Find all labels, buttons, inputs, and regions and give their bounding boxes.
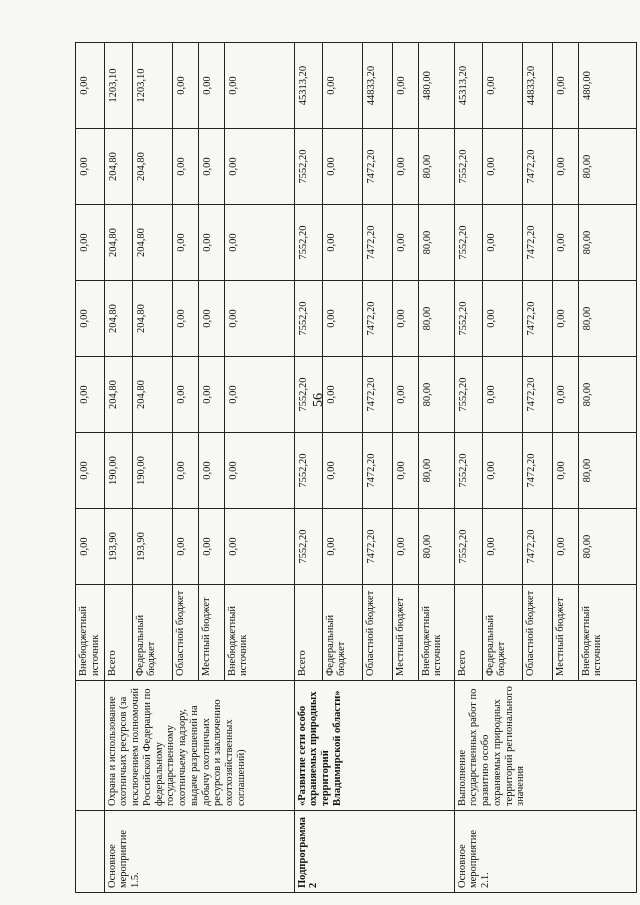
- amount-cell: 0,00: [482, 357, 522, 433]
- amount-cell: 0,00: [322, 281, 362, 357]
- amount-cell: 0,00: [76, 281, 105, 357]
- amount-cell: 7552,20: [294, 357, 322, 433]
- amount-cell: 80,00: [578, 433, 636, 509]
- amount-cell: 0,00: [552, 433, 578, 509]
- amount-cell: 0,00: [322, 129, 362, 205]
- amount-cell: 0,00: [198, 433, 224, 509]
- funding-source: Всего: [454, 585, 482, 681]
- table-row: [454, 43, 482, 893]
- amount-cell: 7472,20: [522, 205, 552, 281]
- amount-cell: 0,00: [172, 129, 198, 205]
- amount-cell: 80,00: [418, 357, 454, 433]
- amount-cell: 7552,20: [294, 509, 322, 585]
- row-category: Подпрограмма 2: [294, 811, 454, 893]
- amount-cell: 80,00: [418, 281, 454, 357]
- amount-cell: 0,00: [224, 43, 294, 129]
- funding-source: Местный бюджет: [552, 585, 578, 681]
- amount-cell: 0,00: [76, 129, 105, 205]
- amount-cell: 0,00: [482, 509, 522, 585]
- amount-cell: 204,80: [132, 357, 172, 433]
- amount-cell: 480,00: [418, 43, 454, 129]
- page-number: 56: [311, 393, 326, 407]
- amount-cell: 45313,20: [294, 43, 322, 129]
- amount-cell: 80,00: [578, 357, 636, 433]
- funding-source: Федеральный бюджет: [322, 585, 362, 681]
- amount-cell: 0,00: [392, 129, 418, 205]
- amount-cell: 80,00: [418, 509, 454, 585]
- budget-table: [75, 42, 637, 893]
- funding-source: Внебюджетный источник: [224, 585, 294, 681]
- amount-cell: 0,00: [172, 357, 198, 433]
- amount-cell: 80,00: [418, 205, 454, 281]
- funding-source: Всего: [104, 585, 132, 681]
- amount-cell: 80,00: [418, 129, 454, 205]
- amount-cell: 193,90: [132, 509, 172, 585]
- amount-cell: 0,00: [392, 433, 418, 509]
- amount-cell: 0,00: [172, 509, 198, 585]
- amount-cell: 7552,20: [294, 205, 322, 281]
- amount-cell: 0,00: [172, 281, 198, 357]
- amount-cell: 204,80: [104, 281, 132, 357]
- budget-table-page: [75, 43, 635, 893]
- funding-source: Федеральный бюджет: [132, 585, 172, 681]
- funding-source: Областной бюджет: [522, 585, 552, 681]
- amount-cell: 0,00: [482, 281, 522, 357]
- amount-cell: 0,00: [552, 129, 578, 205]
- amount-cell: 0,00: [392, 43, 418, 129]
- amount-cell: 0,00: [552, 357, 578, 433]
- amount-cell: 80,00: [418, 433, 454, 509]
- amount-cell: 7552,20: [454, 509, 482, 585]
- amount-cell: 204,80: [132, 129, 172, 205]
- row-name: «Развитие сети особо охраняемых природных территорий Владимирской области»: [294, 681, 454, 811]
- amount-cell: 193,90: [104, 509, 132, 585]
- amount-cell: 7472,20: [362, 129, 392, 205]
- amount-cell: 0,00: [76, 205, 105, 281]
- amount-cell: 7472,20: [522, 357, 552, 433]
- amount-cell: 7472,20: [522, 433, 552, 509]
- amount-cell: 7552,20: [454, 357, 482, 433]
- amount-cell: 190,00: [104, 433, 132, 509]
- amount-cell: 0,00: [172, 43, 198, 129]
- amount-cell: 7552,20: [454, 433, 482, 509]
- amount-cell: 7472,20: [522, 129, 552, 205]
- amount-cell: 80,00: [578, 129, 636, 205]
- amount-cell: 0,00: [224, 205, 294, 281]
- amount-cell: 204,80: [104, 129, 132, 205]
- amount-cell: 0,00: [198, 281, 224, 357]
- amount-cell: 0,00: [224, 281, 294, 357]
- amount-cell: 0,00: [322, 509, 362, 585]
- amount-cell: 0,00: [224, 129, 294, 205]
- amount-cell: 190,00: [132, 433, 172, 509]
- table-row: [76, 43, 105, 893]
- amount-cell: 0,00: [76, 43, 105, 129]
- amount-cell: 7472,20: [362, 205, 392, 281]
- amount-cell: 0,00: [322, 357, 362, 433]
- funding-source: Всего: [294, 585, 322, 681]
- funding-source: Местный бюджет: [198, 585, 224, 681]
- amount-cell: 0,00: [224, 509, 294, 585]
- row-category: [76, 811, 105, 893]
- amount-cell: 0,00: [76, 433, 105, 509]
- amount-cell: 7472,20: [362, 433, 392, 509]
- amount-cell: 204,80: [104, 205, 132, 281]
- amount-cell: 0,00: [322, 433, 362, 509]
- amount-cell: 7552,20: [294, 433, 322, 509]
- table-row: [104, 43, 132, 893]
- row-name: [76, 681, 105, 811]
- funding-source: Внебюджетный источник: [418, 585, 454, 681]
- amount-cell: 0,00: [392, 205, 418, 281]
- amount-cell: 0,00: [322, 205, 362, 281]
- funding-source: Внебюджетный источник: [76, 585, 105, 681]
- amount-cell: 0,00: [392, 357, 418, 433]
- row-name: Охрана и использование охотничьих ресурсов (за исключением полномочий Российской Федерации по федеральному государственному охотничьему надзору, выдаче разрешений на добычу охотничьих ресурсов и заключению охотхозяйственных соглашений): [104, 681, 294, 811]
- amount-cell: 0,00: [172, 433, 198, 509]
- amount-cell: 0,00: [172, 205, 198, 281]
- amount-cell: 7472,20: [362, 509, 392, 585]
- row-category: Основное мероприятие 1.5.: [104, 811, 294, 893]
- funding-source: Областной бюджет: [362, 585, 392, 681]
- amount-cell: 7552,20: [454, 281, 482, 357]
- table-row: [294, 43, 322, 893]
- funding-source: Местный бюджет: [392, 585, 418, 681]
- amount-cell: 7472,20: [522, 509, 552, 585]
- amount-cell: 0,00: [198, 43, 224, 129]
- amount-cell: 204,80: [104, 357, 132, 433]
- amount-cell: 0,00: [552, 43, 578, 129]
- amount-cell: 0,00: [322, 43, 362, 129]
- amount-cell: 0,00: [552, 509, 578, 585]
- amount-cell: 0,00: [482, 433, 522, 509]
- amount-cell: 0,00: [482, 43, 522, 129]
- amount-cell: 0,00: [552, 281, 578, 357]
- amount-cell: 204,80: [132, 205, 172, 281]
- amount-cell: 7552,20: [294, 281, 322, 357]
- amount-cell: 7552,20: [454, 129, 482, 205]
- amount-cell: 1203,10: [104, 43, 132, 129]
- amount-cell: 0,00: [198, 205, 224, 281]
- row-category: Основное мероприятие 2.1.: [454, 811, 636, 893]
- funding-source: Областной бюджет: [172, 585, 198, 681]
- amount-cell: 0,00: [392, 281, 418, 357]
- amount-cell: 44833,20: [522, 43, 552, 129]
- amount-cell: 7472,20: [362, 357, 392, 433]
- amount-cell: 0,00: [198, 129, 224, 205]
- amount-cell: 0,00: [392, 509, 418, 585]
- amount-cell: 7472,20: [362, 281, 392, 357]
- amount-cell: 0,00: [482, 129, 522, 205]
- amount-cell: 80,00: [578, 205, 636, 281]
- amount-cell: 44833,20: [362, 43, 392, 129]
- amount-cell: 0,00: [76, 357, 105, 433]
- amount-cell: 45313,20: [454, 43, 482, 129]
- amount-cell: 7552,20: [454, 205, 482, 281]
- amount-cell: 0,00: [224, 357, 294, 433]
- amount-cell: 480,00: [578, 43, 636, 129]
- funding-source: Внебюджетный источник: [578, 585, 636, 681]
- amount-cell: 0,00: [552, 205, 578, 281]
- amount-cell: 80,00: [578, 281, 636, 357]
- row-name: Выполнение государственных работ по развитию особо охраняемых природных территорий регионального значения: [454, 681, 636, 811]
- amount-cell: 0,00: [224, 433, 294, 509]
- amount-cell: 7552,20: [294, 129, 322, 205]
- amount-cell: 1203,10: [132, 43, 172, 129]
- amount-cell: 0,00: [482, 205, 522, 281]
- funding-source: Федеральный бюджет: [482, 585, 522, 681]
- amount-cell: 0,00: [198, 509, 224, 585]
- amount-cell: 80,00: [578, 509, 636, 585]
- amount-cell: 7472,20: [522, 281, 552, 357]
- amount-cell: 0,00: [76, 509, 105, 585]
- amount-cell: 0,00: [198, 357, 224, 433]
- amount-cell: 204,80: [132, 281, 172, 357]
